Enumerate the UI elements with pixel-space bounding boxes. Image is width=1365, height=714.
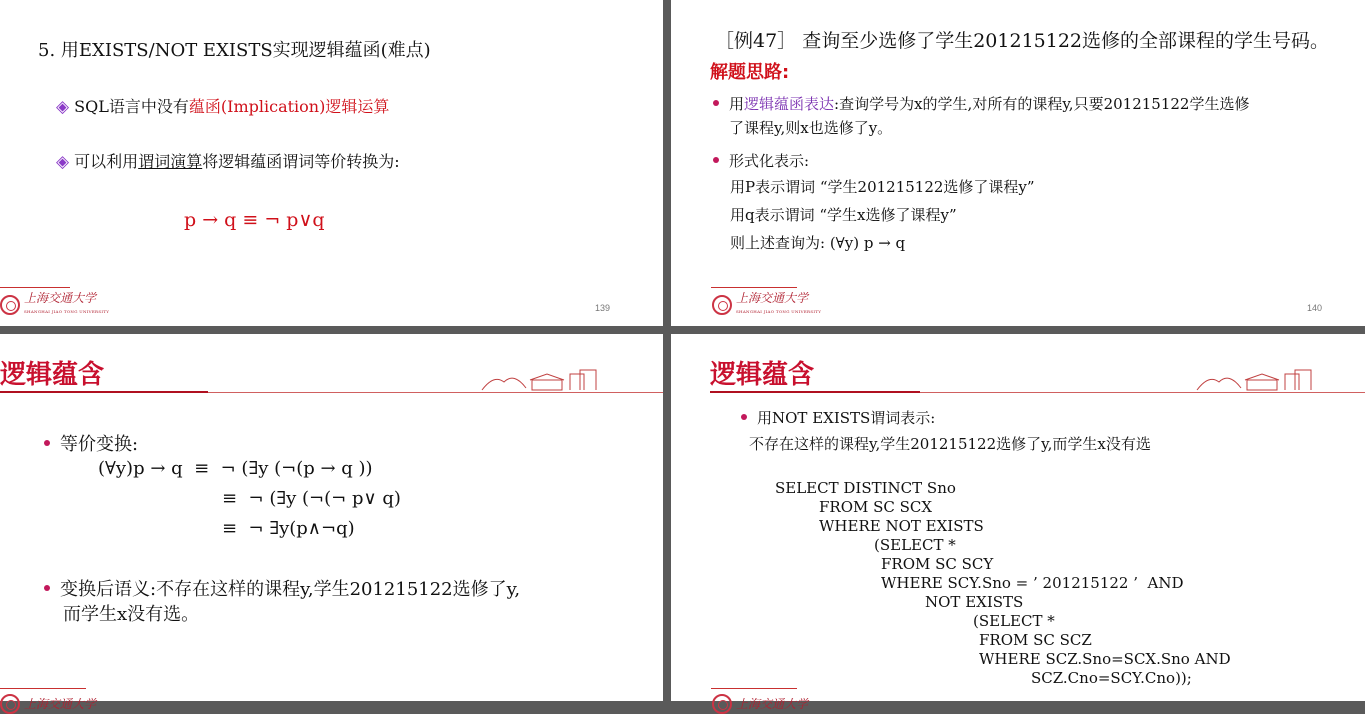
code-line: WHERE SCY.Sno = ’ 201215122 ’ AND: [881, 574, 1184, 592]
title-underline: [710, 391, 920, 393]
formula-line: ≡ ¬ ∃y(p∧¬q): [222, 518, 355, 539]
bullet-item: [713, 93, 1249, 114]
code-line: SELECT DISTINCT Sno: [775, 479, 956, 497]
formula-line: ≡ ¬ (∃y (¬(¬ p∨ q): [222, 488, 401, 509]
university-logo: [712, 293, 821, 317]
bullet-item: [56, 149, 400, 172]
bullet-highlight: 逻辑蕴函表达: [744, 95, 835, 113]
seal-icon: [0, 694, 20, 714]
code-line: WHERE NOT EXISTS: [819, 517, 984, 535]
footer-divider: [711, 688, 797, 689]
formula: p → q ≡ ¬ p∨q: [184, 209, 325, 231]
code-line: FROM SC SCY: [881, 555, 994, 573]
title-underline: [0, 391, 208, 393]
footer-divider: [0, 287, 70, 288]
title-rule: [920, 392, 1365, 393]
bullet-item: [741, 407, 935, 428]
underlined-term: 谓词演算: [138, 152, 203, 171]
diamond-bullet-icon: ◈: [56, 152, 70, 172]
code-line: (SELECT *: [874, 536, 956, 554]
slide-140[interactable]: [671, 0, 1365, 326]
code-line: FROM SC SCZ: [979, 631, 1092, 649]
slide-title: 逻辑蕴含: [710, 360, 815, 390]
definition-line: 用q表示谓词 “学生x选修了课程y”: [730, 206, 957, 224]
definition-line: 用P表示谓词 “学生201215122选修了课程y”: [730, 178, 1035, 196]
slide-logic-implication-1[interactable]: [0, 334, 663, 711]
idea-heading: 解题思路:: [710, 62, 790, 83]
code-line: FROM SC SCX: [819, 498, 933, 516]
seal-icon: [0, 295, 20, 315]
footer-divider: [0, 688, 86, 689]
seal-icon: [712, 694, 732, 714]
bullet-dot-icon: [44, 440, 50, 446]
seal-icon: [712, 295, 732, 315]
bullet-dot-icon: [44, 585, 50, 591]
logo-text: 上海交通大学: [736, 696, 809, 711]
bullet-text: 用NOT EXISTS谓词表示:: [757, 409, 936, 427]
bullet-text: 用: [729, 95, 745, 113]
code-line: SCZ.Cno=SCY.Cno));: [1031, 669, 1192, 687]
definition-line: 则上述查询为: (∀y) p → q: [730, 234, 906, 252]
logo-subtext: SHANGHAI JIAO TONG UNIVERSITY: [736, 309, 822, 314]
bullet-text: :查询学号为x的学生,对所有的课程y,只要201215122学生选修: [834, 95, 1250, 113]
bullet-item: [44, 430, 138, 456]
bullet-dot-icon: [741, 414, 747, 420]
bullet-item: [44, 575, 520, 601]
gate-ornament-icon: [480, 368, 602, 392]
page-number: 139: [595, 303, 611, 313]
code-line: NOT EXISTS: [925, 593, 1024, 611]
bullet-item: [56, 94, 389, 117]
bullet-text: SQL语言中没有: [74, 97, 189, 116]
slide-logic-implication-2[interactable]: [671, 334, 1365, 711]
logo-text: 上海交通大学: [24, 291, 97, 305]
bullet-text: 形式化表示:: [729, 152, 810, 170]
university-logo: [0, 694, 96, 714]
bullet-item: [713, 150, 809, 171]
diamond-bullet-icon: ◈: [56, 97, 70, 117]
logo-subtext: SHANGHAI JIAO TONG UNIVERSITY: [24, 309, 110, 314]
bullet-text: 将逻辑蕴函谓词等价转换为:: [202, 152, 400, 171]
bullet-text: 变换后语义:不存在这样的课程y,学生201215122选修了y,: [60, 579, 521, 600]
gate-ornament-icon: [1195, 368, 1317, 392]
bullet-dot-icon: [713, 157, 719, 163]
university-logo: [0, 293, 109, 317]
code-line: (SELECT *: [973, 612, 1055, 630]
bullet-continuation: 不存在这样的课程y,学生201215122选修了y,而学生x没有选: [749, 435, 1151, 453]
code-line: WHERE SCZ.Sno=SCX.Sno AND: [979, 650, 1231, 668]
title-rule: [208, 392, 663, 393]
slide-139[interactable]: [0, 0, 663, 326]
bullet-continuation: 而学生x没有选。: [63, 604, 200, 625]
page-number: 140: [1307, 303, 1323, 313]
bullet-text: 可以利用: [74, 152, 139, 171]
example-title: ［例47］ 查询至少选修了学生201215122选修的全部课程的学生号码。: [715, 30, 1330, 52]
footer-divider: [711, 287, 797, 288]
logo-text: 上海交通大学: [24, 696, 97, 711]
bullet-dot-icon: [713, 100, 719, 106]
bullet-text: 等价变换:: [60, 434, 139, 455]
slide-heading: 5. 用EXISTS/NOT EXISTS实现逻辑蕴函(难点): [38, 40, 431, 61]
slide-title: 逻辑蕴含: [0, 360, 105, 390]
university-logo: [712, 694, 808, 714]
bullet-highlight: 蕴函(Implication)逻辑运算: [188, 97, 390, 116]
bullet-continuation: 了课程y,则x也选修了y。: [729, 119, 893, 137]
formula-line: (∀y)p → q ≡ ¬ (∃y (¬(p → q )): [98, 458, 373, 479]
logo-text: 上海交通大学: [736, 291, 809, 305]
